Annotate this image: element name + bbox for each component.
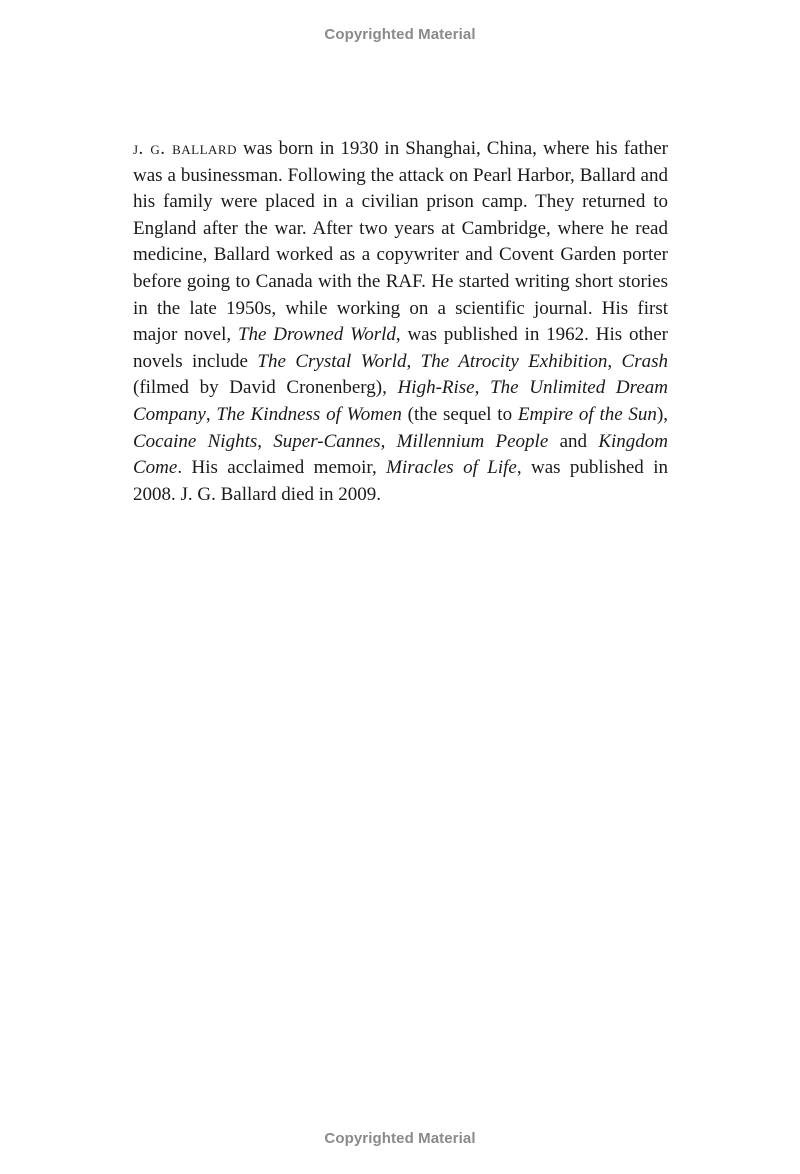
book-title: The Unlimited Dream Company (133, 377, 669, 425)
book-title: The Atrocity Exhibition (420, 350, 608, 372)
bio-text: , (257, 430, 274, 452)
book-title: Cocaine Nights (133, 430, 258, 452)
book-title: High-Rise (397, 377, 475, 399)
memoir-title: Miracles of Life (386, 457, 517, 479)
copyright-watermark-bottom: Copyrighted Material (324, 1130, 476, 1147)
bio-text: (filmed by David Cronenberg), (133, 377, 398, 399)
book-title: The Kindness of Women (216, 403, 402, 425)
bio-text: . His acclaimed memoir, (177, 457, 387, 479)
bio-text: , was published in 2008. J. G. Ballard died in 2009. (133, 457, 668, 505)
book-title: Empire of the Sun (517, 403, 657, 425)
author-name: j. g. ballard (133, 138, 237, 159)
bio-text: ), (656, 403, 669, 425)
bio-text: (the sequel to (401, 403, 518, 425)
bio-text: was born in 1930 in Shanghai, China, where his father was a businessman. Following the attack on Pearl Harbor, Ballard and his family were placed in a civilian prison camp. They returned to England after the war. After two years at Cambridge, where he read medicine, Ballard worked as a copywriter and Covent Garden porter before going to Canada with the RAF. He started writing short stories in the late 1950s, while working on a scientific journal. His first major novel, (133, 138, 668, 346)
author-bio-paragraph (133, 136, 668, 508)
book-title: The Crystal World (257, 350, 407, 372)
bio-text: , was published in 1962. His other novels include (133, 324, 668, 372)
copyright-watermark-top: Copyrighted Material (324, 26, 476, 43)
bio-text: , (406, 350, 421, 372)
bio-text: , (205, 403, 217, 425)
book-title: Crash (621, 350, 669, 372)
bio-text: and (548, 430, 599, 452)
book-title: Kingdom Come (133, 430, 668, 479)
book-title: Super-Cannes (273, 430, 381, 452)
bio-text: , (607, 350, 622, 372)
bio-text: , (474, 377, 491, 399)
bio-text: , (380, 430, 397, 452)
book-title: The Drowned World (237, 324, 396, 346)
book-title: Millennium People (396, 430, 549, 452)
